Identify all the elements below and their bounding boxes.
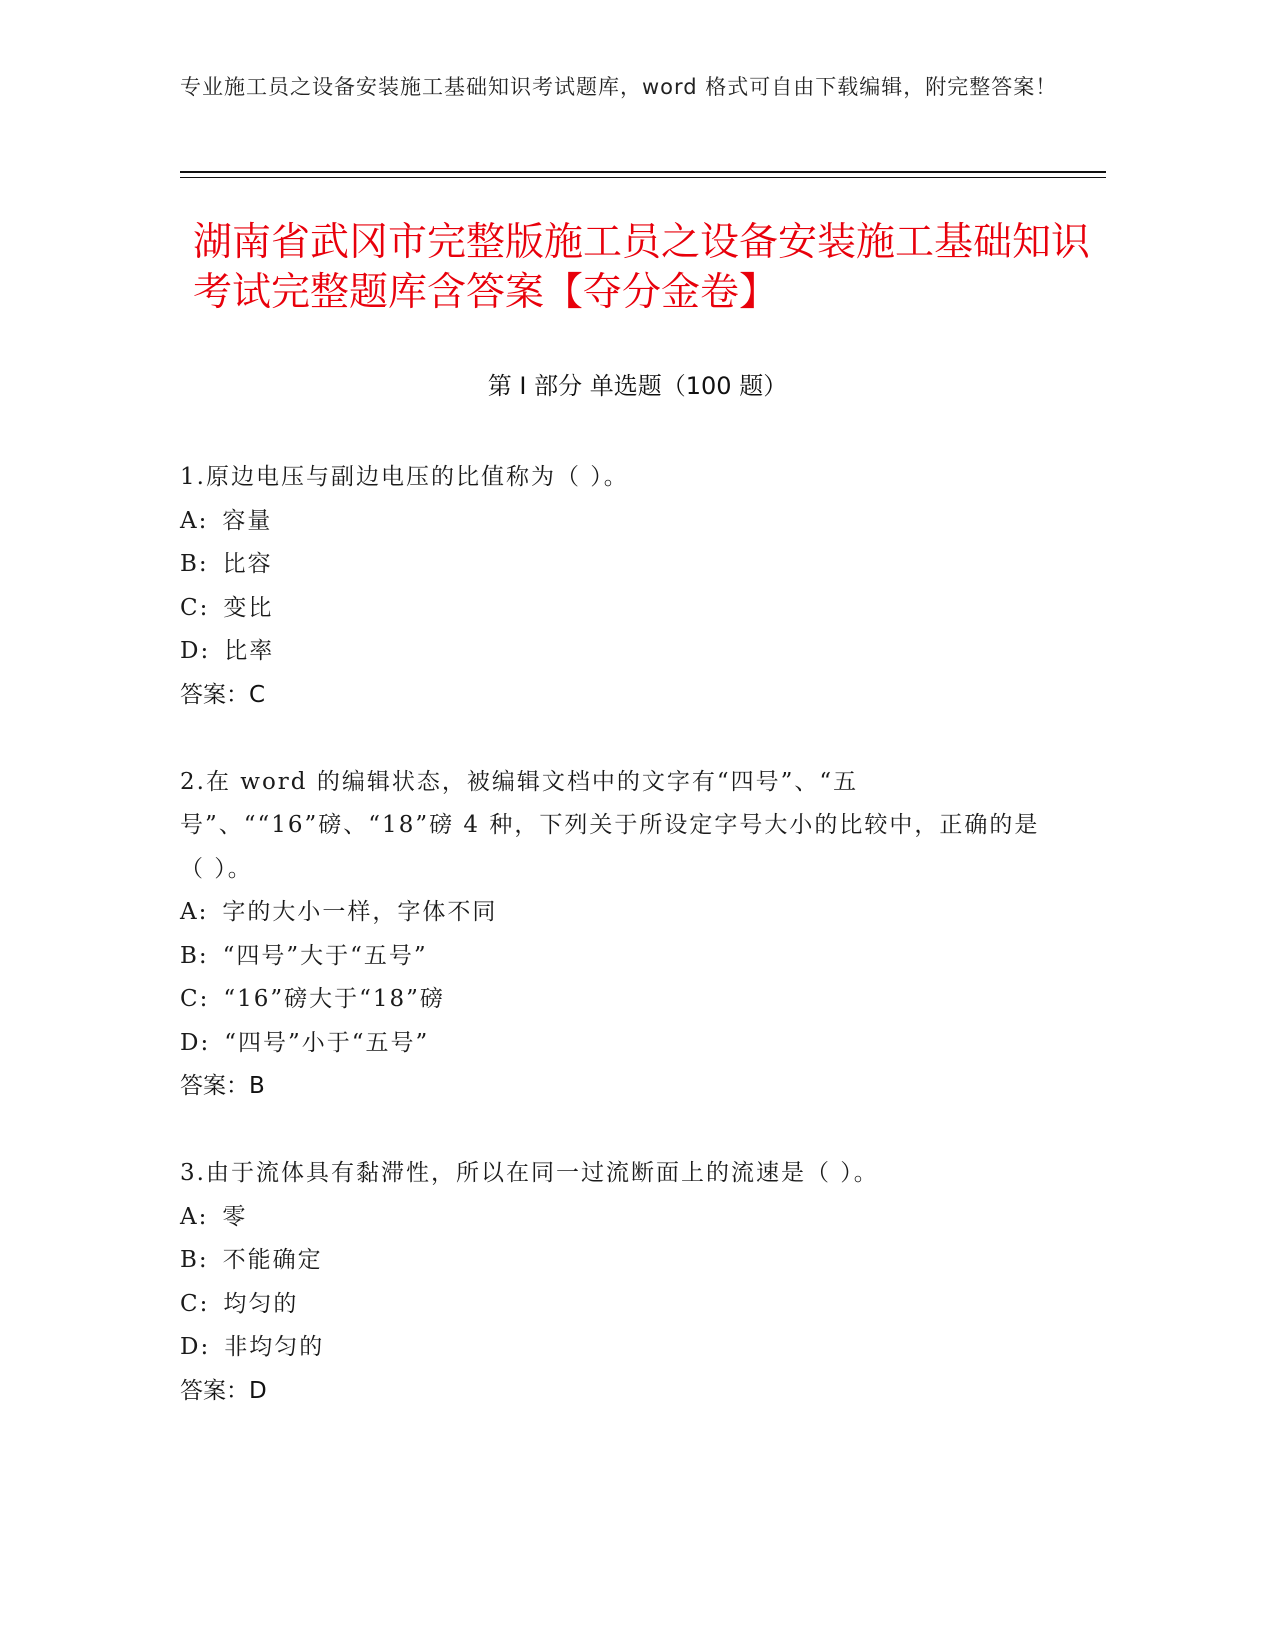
option-text: 变比: [223, 594, 274, 621]
question-stem: 3.由于流体具有黏滞性，所以在同一过流断面上的流速是（ ）。: [180, 1160, 879, 1186]
option-a: [180, 891, 1050, 935]
option-text: 非均匀的: [224, 1334, 325, 1360]
option-letter: A:: [180, 507, 209, 534]
answer-line: 答案：D: [180, 1377, 267, 1404]
option-d: [180, 630, 1050, 674]
section-heading: 第 I 部分 单选题（100 题）: [487, 372, 788, 400]
option-c: [180, 978, 1050, 1022]
option-letter: D:: [180, 1334, 211, 1360]
option-text: “四号”大于“五号”: [222, 942, 428, 969]
header-rule-thick: [180, 171, 1106, 173]
answer-line: 答案：C: [180, 681, 266, 708]
answer-line: 答案：B: [180, 1073, 265, 1099]
option-letter: B:: [180, 942, 209, 969]
option-d: [180, 1326, 1050, 1370]
option-text: 零: [222, 1203, 248, 1230]
option-letter: B:: [180, 551, 209, 577]
option-d: [180, 1022, 1050, 1066]
header-rule-thin: [180, 177, 1106, 178]
option-text: 均匀的: [223, 1290, 299, 1317]
option-text: 比容: [222, 551, 273, 577]
question-3: [180, 1152, 1050, 1413]
option-letter: B:: [180, 1247, 209, 1273]
option-text: 字的大小一样，字体不同: [222, 899, 498, 925]
question-spacer: [180, 717, 1050, 761]
option-a: [180, 500, 1050, 544]
option-text: 容量: [222, 507, 273, 534]
question-2: [180, 761, 1050, 1109]
question-stem: 2.在 word 的编辑状态，被编辑文档中的文字有“四号”、“五号”、““16”磅、“18”磅 4 种，下列关于所设定字号大小的比较中，正确的是（ ）。: [180, 768, 1040, 882]
option-a: [180, 1196, 1050, 1240]
document-title: 湖南省武冈市完整版施工员之设备安装施工基础知识考试完整题库含答案【夺分金卷】: [193, 220, 1091, 315]
option-letter: A:: [180, 1203, 209, 1230]
option-letter: D:: [180, 638, 211, 664]
header-note: 专业施工员之设备安装施工基础知识考试题库，word 格式可自由下载编辑，附完整答案！: [180, 75, 1058, 99]
option-c: [180, 587, 1050, 631]
option-letter: D:: [180, 1029, 211, 1056]
option-letter: C:: [180, 594, 210, 621]
option-text: “四号”小于“五号”: [224, 1029, 430, 1056]
option-text: 比率: [224, 638, 275, 664]
option-letter: A:: [180, 899, 209, 925]
option-b: [180, 543, 1050, 587]
option-c: [180, 1283, 1050, 1327]
option-text: “16”磅大于“18”磅: [223, 986, 445, 1012]
question-list: [180, 456, 1050, 1413]
question-1: [180, 456, 1050, 717]
option-letter: C:: [180, 986, 210, 1012]
option-b: [180, 1239, 1050, 1283]
option-b: [180, 935, 1050, 979]
question-spacer: [180, 1109, 1050, 1153]
option-text: 不能确定: [222, 1247, 323, 1273]
question-stem: 1.原边电压与副边电压的比值称为（ ）。: [180, 464, 629, 490]
option-letter: C:: [180, 1290, 210, 1317]
